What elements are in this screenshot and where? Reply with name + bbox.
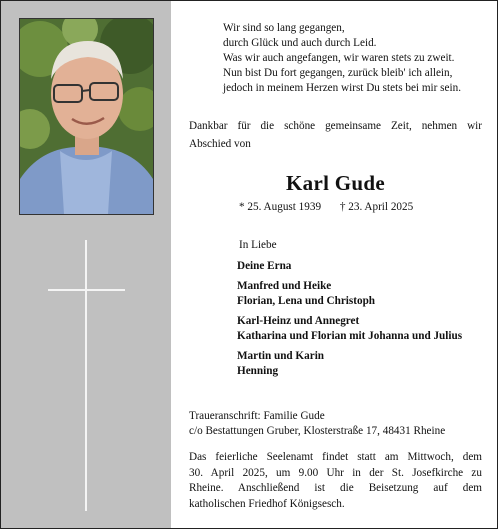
mourners-intro: In Liebe [239, 239, 277, 251]
mourner-line: Florian, Lena und Christoph [237, 295, 376, 307]
address-line: c/o Bestattungen Gruber, Klosterstraße 17, 48431 Rheine [189, 425, 446, 437]
mourner-line: Manfred und Heike [237, 280, 332, 292]
service-line: Rheine. Anschließend ist die Beisetzung auf dem [189, 482, 482, 494]
poem-line: jedoch in meinem Herzen wirst Du stets bei mir sein. [223, 82, 461, 94]
poem-line: Wir sind so lang gegangen, [223, 22, 345, 34]
portrait-photo [19, 18, 154, 215]
mourner-group [237, 349, 462, 379]
service-info [189, 450, 482, 512]
thanks-line: Abschied von [189, 137, 251, 150]
poem-line: durch Glück und auch durch Leid. [223, 37, 377, 49]
mourner-line: Henning [237, 365, 279, 377]
mourner-line: Katharina und Florian mit Johanna und Julius [237, 330, 463, 342]
service-line: 30. April 2025, um 9.00 Uhr in der St. Josefkirche zu [189, 466, 482, 479]
cross-vertical-bar [85, 240, 87, 511]
service-line: katholischen Friedhof Königsesch. [189, 497, 345, 510]
mourner-line: Martin und Karin [237, 350, 325, 362]
mourner-line: Deine Erna [237, 260, 292, 272]
deceased-name: Karl Gude [286, 171, 385, 195]
cross-horizontal-bar [48, 289, 125, 291]
life-dates [239, 201, 413, 213]
mourner-line: Karl-Heinz und Annegret [237, 315, 360, 327]
mourner-group [237, 279, 462, 309]
birth-date: * 25. August 1939 [239, 201, 322, 213]
mourner-group [237, 259, 462, 274]
address-line: Traueranschrift: Familie Gude [189, 410, 325, 422]
sidebar [1, 1, 171, 528]
mourners-list [237, 259, 462, 384]
poem-line: Was wir auch angefangen, wir waren stets zu zweit. [223, 52, 455, 64]
mourning-address [189, 409, 484, 439]
thanks-text [189, 118, 482, 153]
poem [223, 21, 491, 96]
mourner-group [237, 314, 462, 344]
thanks-line: Dankbar für die schöne gemeinsame Zeit, nehmen wir [189, 120, 482, 132]
service-line: Das feierliche Seelenamt findet statt am Mittwoch, dem [189, 451, 482, 463]
death-date: † 23. April 2025 [339, 201, 414, 213]
poem-line: Nun bist Du fort gegangen, zurück bleib' ich allein, [223, 67, 453, 79]
